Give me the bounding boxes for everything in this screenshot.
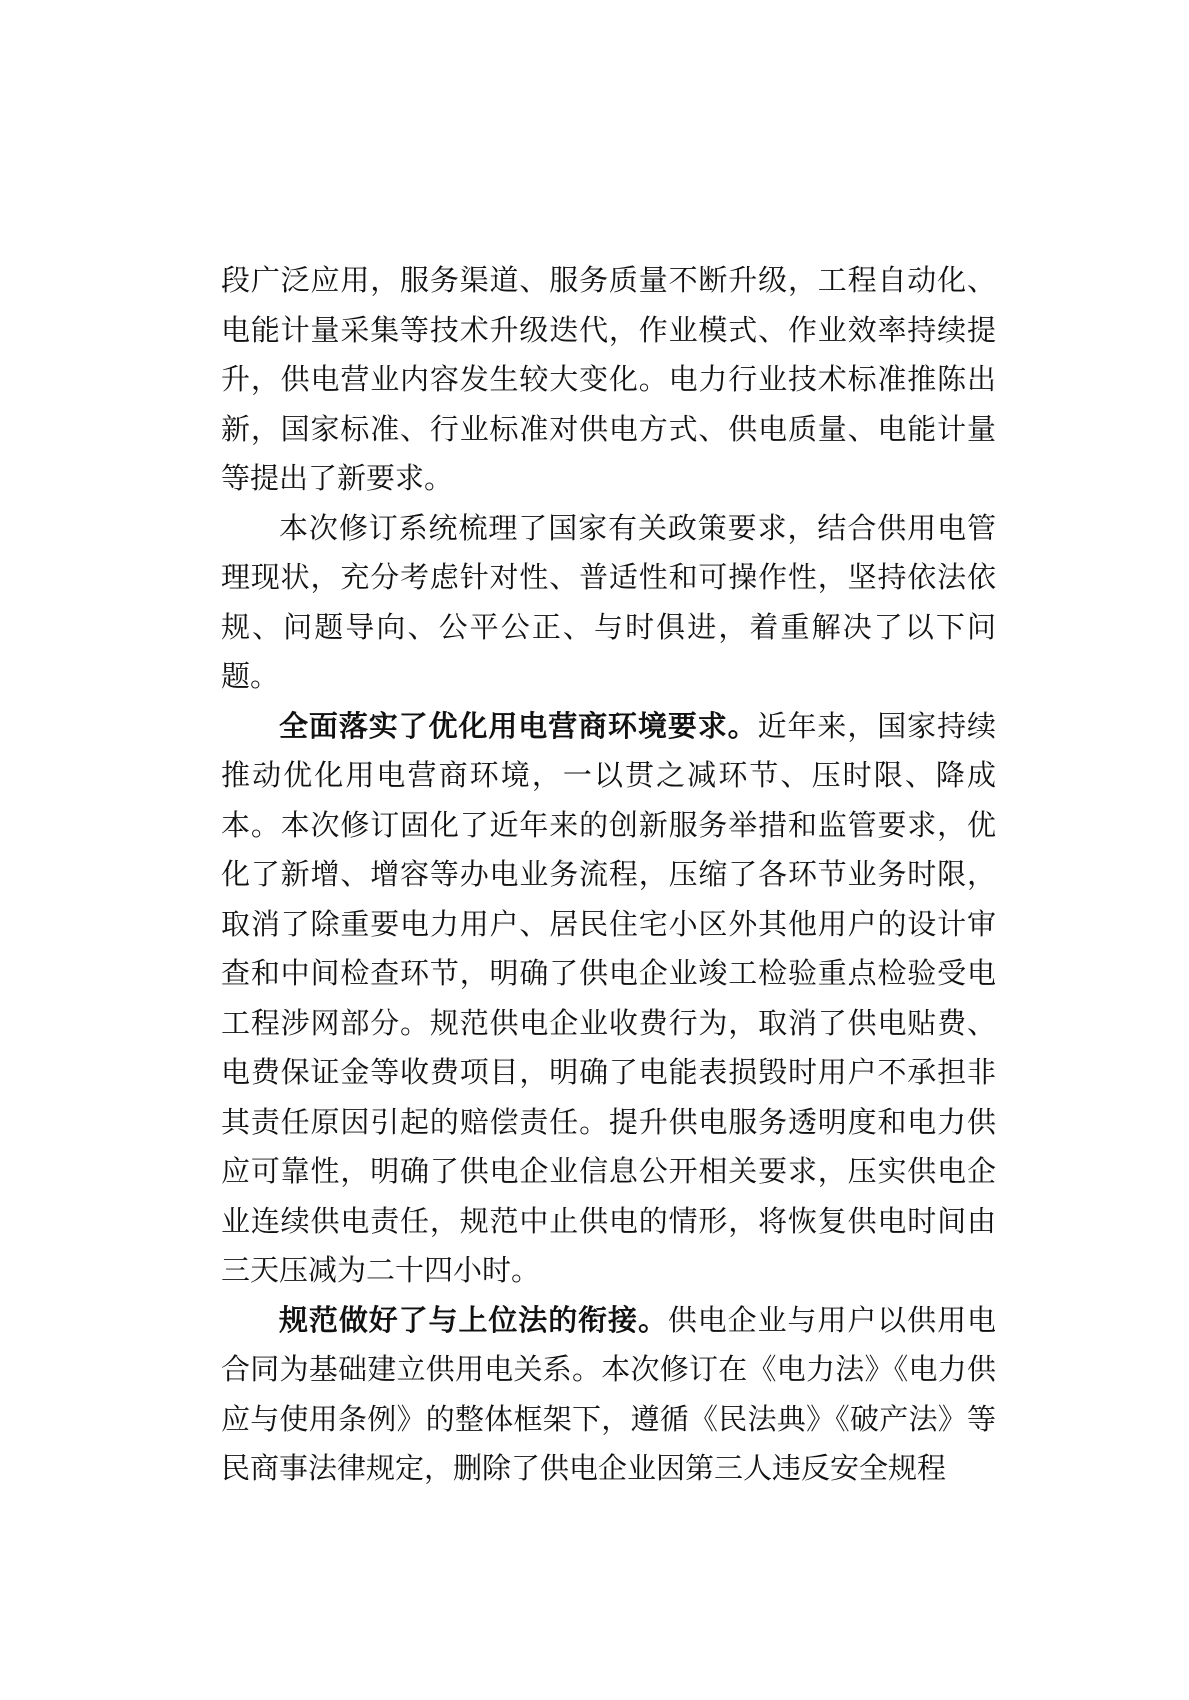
paragraph-lead: 全面落实了优化用电营商环境要求。 <box>279 708 758 743</box>
document-body <box>221 256 996 1494</box>
paragraph-lead: 规范做好了与上位法的衔接。 <box>279 1302 668 1337</box>
paragraph-text: 供电企业与用户以供用电合同为基础建立供用电关系。本次修订在《电力法》《电力供应与使用条例》的整体框架下，遵循《民法典》《破产法》等民商事法律规定，删除了供电企业因第三人违反安全规程 <box>221 1302 996 1485</box>
paragraph-text: 段广泛应用，服务渠道、服务质量不断升级，工程自动化、电能计量采集等技术升级迭代，作业模式、作业效率持续提升，供电营业内容发生较大变化。电力行业技术标准推陈出新，国家标准、行业标准对供电方式、供电质量、电能计量等提出了新要求。 <box>221 263 996 495</box>
paragraph-business-environment <box>221 702 996 1296</box>
paragraph-revision-overview <box>221 504 996 702</box>
paragraph-continuation <box>221 256 996 504</box>
paragraph-legal-alignment <box>221 1296 996 1494</box>
paragraph-text: 本次修订系统梳理了国家有关政策要求，结合供用电管理现状，充分考虑针对性、普适性和可操作性，坚持依法依规、问题导向、公平公正、与时俱进，着重解决了以下问题。 <box>221 510 996 693</box>
paragraph-text: 近年来，国家持续推动优化用电营商环境，一以贯之减环节、压时限、降成本。本次修订固化了近年来的创新服务举措和监管要求，优化了新增、增容等办电业务流程，压缩了各环节业务时限，取消了除重要电力用户、居民住宅小区外其他用户的设计审查和中间检查环节，明确了供电企业竣工检验重点检验受电工程涉网部分。规范供电企业收费行为，取消了供电贴费、电费保证金等收费项目，明确了电能表损毁时用户不承担非其责任原因引起的赔偿责任。提升供电服务透明度和电力供应可靠性，明确了供电企业信息公开相关要求，压实供电企业连续供电责任，规范中止供电的情形，将恢复供电时间由三天压减为二十四小时。 <box>221 708 996 1287</box>
